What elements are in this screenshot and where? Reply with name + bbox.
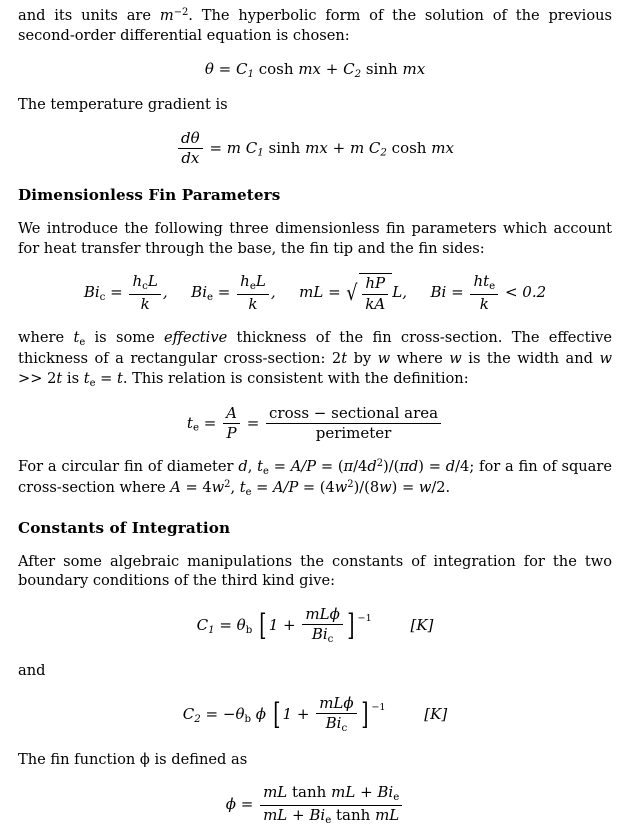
equation-c1: $C_1 = \theta_b$ [ 1 + $\frac{\text{mLϕ}}{Bi_c}$ ] −1 [K] xyxy=(196,604,434,645)
page-content xyxy=(18,6,612,827)
paragraph-dimensionless-intro: We introduce the following three dimensionless fin parameters which account for heat transfer through the base, the fin tip and the fin sides: xyxy=(18,220,612,257)
heading-dimensionless-fin-parameters: Dimensionless Fin Parameters xyxy=(18,186,281,205)
where-te-text2: is some xyxy=(85,329,165,347)
paragraph-and: and xyxy=(18,661,46,679)
where-te-text3: thickness of the fin cross-section. The effective thickness of a rectangular cross-section: 2 xyxy=(18,329,613,368)
where-te-text8: is xyxy=(62,369,84,387)
paragraph-where-te: where $t_e$ is some effective thickness of the fin cross-section. The effective thickness of a rectangular cross-section: 2t by w where w is the width and w >> 2t is $t_e = t$. This relation is consistent with the definition: xyxy=(18,329,613,389)
paragraph-intro xyxy=(18,6,612,45)
where-te-text7: >> 2 xyxy=(18,369,57,387)
circular-fin-text: For a circular fin of diameter xyxy=(18,458,239,476)
equation-c2: $C_2 = -\theta_b$ ϕ [ 1 + $\frac{\text{mLϕ}}{Bi_c}$ ] −1 [K] xyxy=(182,694,448,735)
units-exponent: −2 xyxy=(173,7,189,18)
cross-sectional-area-label: cross − sectional area xyxy=(269,403,439,422)
where-te-text5: where xyxy=(390,350,450,368)
where-te-text6: is the width and xyxy=(461,350,600,368)
where-te-text9: . This relation is consistent with the definition: xyxy=(122,369,469,387)
equation-theta: $\theta = C_1$ cosh mx + $C_2$ sinh mx xyxy=(204,60,426,81)
perimeter-label: perimeter xyxy=(315,423,392,442)
equation-phi: ϕ = $\frac{mL \tanh mL + Bi_e}{mL + Bi_e \tanh mL}$ xyxy=(18,784,612,826)
paragraph-fin-function: The fin function ϕ is defined as xyxy=(18,750,248,768)
equation-biot-group: $Bi_c$ = $\frac{h_cL}{k}$ , $Bi_e$ = $\frac{h_eL}{k}$ , mL = √ $\frac{hP}{kA}$ L, Bi = $\frac{ht_e}{k}$ < 0.2 xyxy=(83,272,547,313)
c1-unit: [K] xyxy=(410,615,434,634)
heading-constants-of-integration: Constants of Integration xyxy=(18,518,231,537)
where-te-emphasis: effective xyxy=(164,329,228,347)
units-symbol: m xyxy=(159,7,174,25)
paragraph-gradient-lead: The temperature gradient is xyxy=(18,96,228,114)
intro-text-part1: and its units are xyxy=(18,7,160,25)
equation-gradient: $\frac{d\theta}{dx}$ = m $C_1$ sinh mx + m $C_2$ cosh mx xyxy=(18,130,612,168)
paragraph-constants-intro: After some algebraic manipulations the constants of integration for the two boundary conditions of the third kind give: xyxy=(18,552,612,590)
equation-effective-thickness: $t_e$ = $\frac{A}{P}$ = $\frac{\text{cross − sectional area}}{\text{perimeter}}$ xyxy=(18,405,612,443)
where-te-text4: by xyxy=(347,350,378,368)
c2-unit: [K] xyxy=(424,704,448,723)
where-te-text1: where xyxy=(18,329,74,347)
intro-text-part2: . The hyperbolic form of the solution of the previous second-order differential equation is chosen: xyxy=(18,7,613,44)
paragraph-circular-fin: For a circular fin of diameter d, $t_e = A/P = (\pi/4d^2)/(\pi d) = d/4$; for a fin of square cross-section where $A = 4w^2$, $t_e = A/P = (4w^2)/(8w) = w/2$. xyxy=(18,458,612,499)
